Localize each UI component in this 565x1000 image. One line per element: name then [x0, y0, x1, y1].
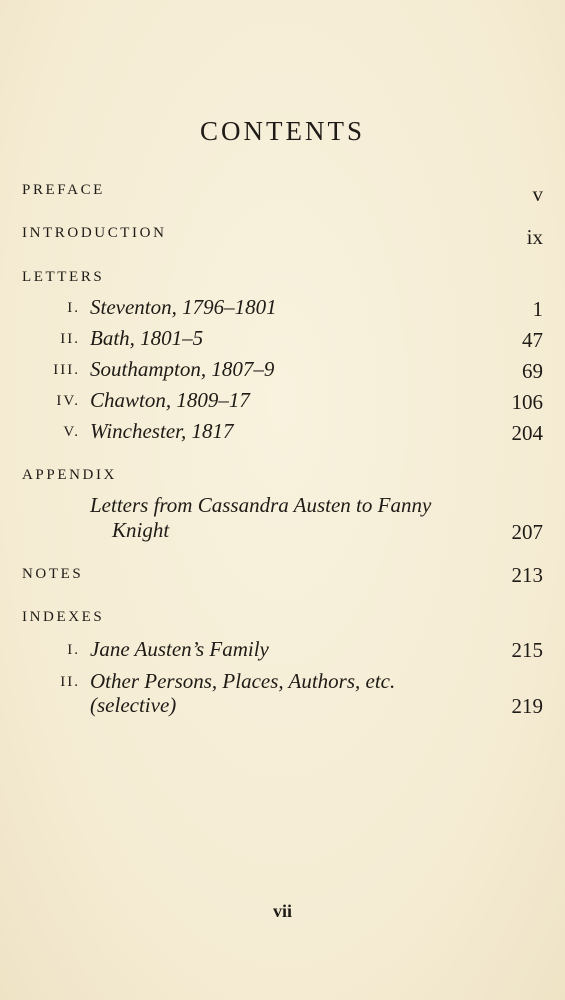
indexes-numeral: II. — [60, 674, 80, 690]
letters-entry-page: 1 — [532, 297, 543, 321]
letters-entry-title: Southampton, 1807–9 — [90, 357, 275, 381]
page-number-notes: 213 — [511, 563, 543, 587]
letters-entry-page: 47 — [522, 328, 543, 352]
section-introduction: INTRODUCTION — [22, 225, 167, 241]
section-notes: NOTES — [22, 566, 84, 582]
section-indexes: INDEXES — [22, 609, 105, 625]
letters-entry-title: Winchester, 1817 — [90, 419, 234, 443]
letters-entry-page: 69 — [522, 359, 543, 383]
indexes-entry-title-continued: (selective) — [90, 693, 177, 717]
letters-numeral: I. — [67, 300, 80, 316]
section-appendix: APPENDIX — [22, 467, 117, 483]
section-preface: PREFACE — [22, 182, 105, 198]
letters-entry-title: Steventon, 1796–1801 — [90, 295, 277, 319]
page-number-appendix: 207 — [511, 520, 543, 544]
indexes-numeral: I. — [67, 642, 80, 658]
indexes-entry-title: Jane Austen’s Family — [90, 637, 269, 661]
letters-entry-title: Bath, 1801–5 — [90, 326, 204, 350]
indexes-entry-page: 219 — [511, 694, 543, 718]
letters-numeral: II. — [60, 331, 80, 347]
page-folio: vii — [272, 901, 292, 921]
page-title: CONTENTS — [200, 116, 365, 146]
letters-numeral: IV. — [56, 393, 80, 409]
letters-numeral: III. — [53, 362, 80, 378]
letters-entry-page: 204 — [511, 421, 543, 445]
section-letters: LETTERS — [22, 269, 105, 285]
page-number-introduction: ix — [526, 225, 543, 249]
appendix-entry-title: Letters from Cassandra Austen to Fanny — [90, 493, 432, 517]
indexes-entry-page: 215 — [511, 638, 543, 662]
page-number-preface: v — [532, 182, 543, 206]
letters-entry-title: Chawton, 1809–17 — [90, 388, 250, 412]
appendix-entry-title-continued: Knight — [112, 518, 170, 542]
letters-numeral: V. — [63, 424, 80, 440]
letters-entry-page: 106 — [511, 390, 543, 414]
indexes-entry-title: Other Persons, Places, Authors, etc. — [90, 669, 396, 693]
